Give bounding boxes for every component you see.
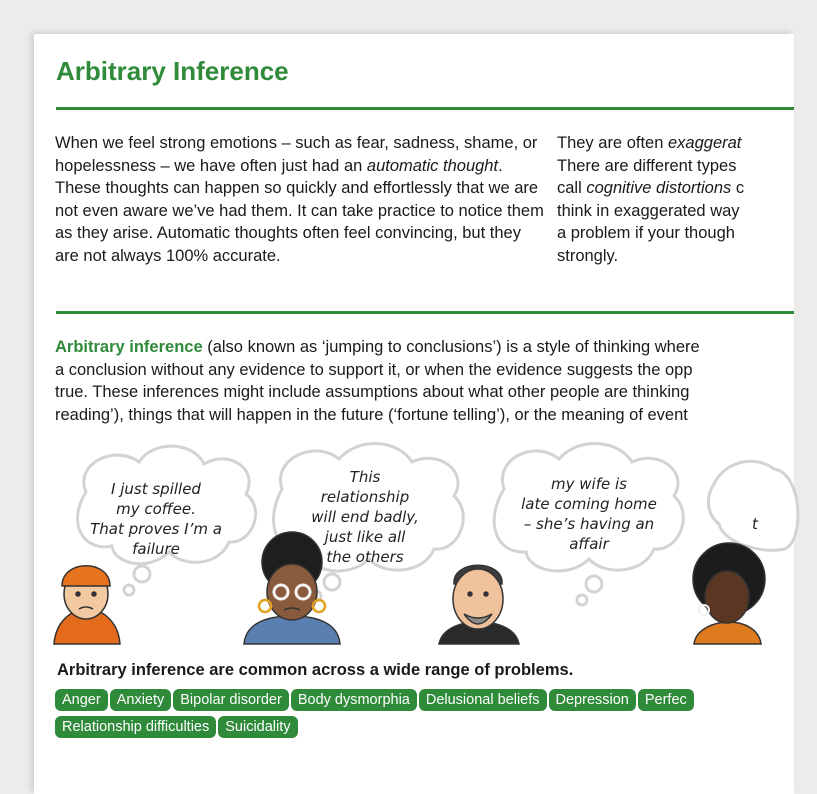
problem-tags [55,689,815,743]
tag-anger[interactable]: Anger [55,689,108,711]
page-title: Arbitrary Inference [56,56,289,86]
common-problems-heading: Arbitrary inference are common across a wide range of problems. [57,661,574,679]
tag-bipolar-disorder[interactable]: Bipolar disorder [173,689,289,711]
tag-anxiety[interactable]: Anxiety [110,689,172,711]
tag-suicidality[interactable]: Suicidality [218,716,297,738]
thought-text: I just spilled my coffee. That proves I’m a failure [90,480,222,558]
person-avatar [439,565,519,644]
tag-body-dysmorphia[interactable]: Body dysmorphia [291,689,417,711]
worksheet-page [34,34,794,794]
thought-text: This relationship will end badly, just like all the others [311,468,419,566]
tag-perfectionism[interactable]: Perfec [638,689,694,711]
tag-delusional-beliefs[interactable]: Delusional beliefs [419,689,547,711]
person-avatar [693,543,765,644]
title-divider [56,107,794,110]
thought-text: t [752,515,758,533]
illustration-scene [34,434,794,644]
thought-text: my wife is late coming home – she’s having an affair [521,475,657,553]
tag-depression[interactable]: Depression [549,689,636,711]
intro-right-paragraph: They are often exaggerat There are different types call cognitive distortions c think in exaggerated way a problem if your though strongly. [557,134,745,265]
intro-left-paragraph: When we feel strong emotions – such as fear, sadness, shame, or hopelessness – we have often just had an automatic thought. These thoughts can happen so quickly and effortlessly that we are not even aware we’ve had them. It can take practice to notice them as they arise. Automatic thoughts often feel convincing, but they are not always 100% accurate. [55,134,544,265]
person-avatar [54,566,120,644]
thought-bubble-cloud [709,461,798,550]
tag-relationship-difficulties[interactable]: Relationship difficulties [55,716,216,738]
definition-paragraph: Arbitrary inference (also known as ‘jumping to conclusions’) is a style of thinking where a conclusion without any evidence to support it, or when the evidence suggests the opp true. These inferences might include assumptions about what other people are thinking reading’), things that will happen in the future (‘fortune telling’), or the meaning of event [55,338,700,424]
section-divider [56,311,794,314]
